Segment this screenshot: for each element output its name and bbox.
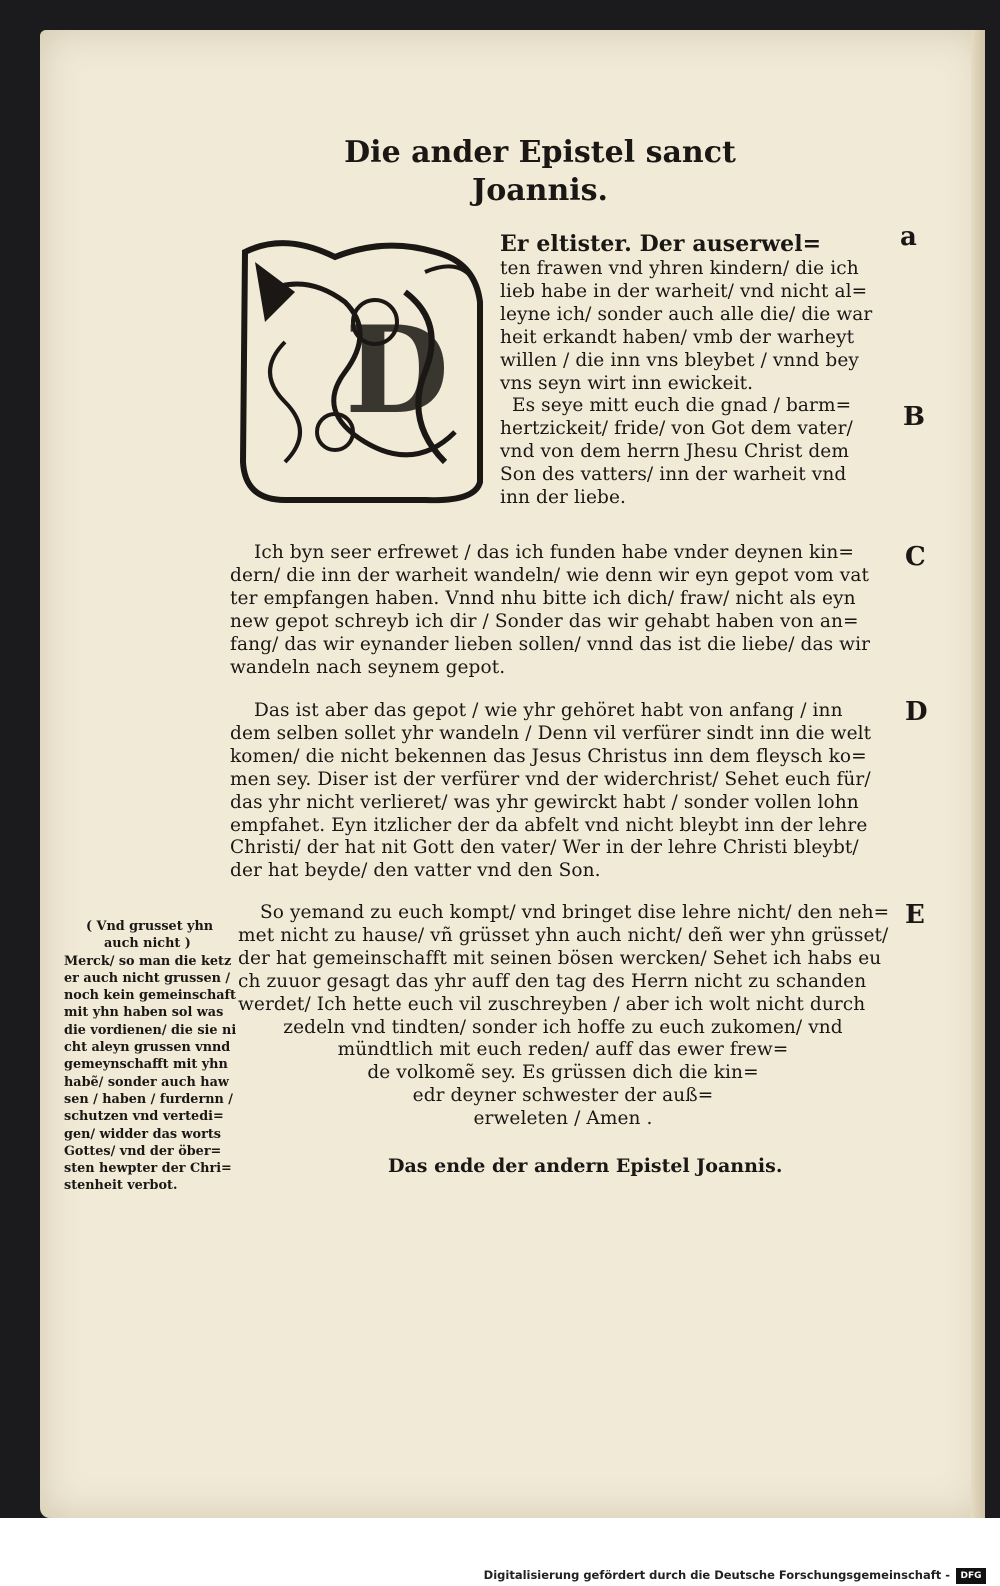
note-line: gen/ widder das worts [64, 1126, 221, 1142]
text-line: hertzickeit/ fride/ von Got dem vater/ [500, 418, 853, 440]
dfg-logo-icon: DFG [956, 1568, 986, 1584]
paragraph-e [238, 902, 888, 1131]
title-line-1: Die ander Epistel sanct [344, 135, 736, 170]
text-line: inn der liebe. [500, 487, 626, 509]
text-line: komen/ die nicht bekennen das Jesus Christus inn dem fleysch ko= [230, 745, 867, 767]
page-edge [971, 30, 985, 1518]
text-line: Das ist aber das gepot / wie yhr gehöret habt von anfang / inn [254, 700, 843, 721]
text-line: zedeln vnd tindten/ sonder ich hoffe zu euch zukomen/ vnd [283, 1016, 843, 1038]
text-line: Son des vatters/ inn der warheit vnd [500, 464, 847, 486]
note-line: cht aleyn grussen vnnd [64, 1040, 231, 1056]
text-line: vnd von dem herrn Jhesu Christ dem [500, 441, 849, 463]
note-line: noch kein gemeinschaft [64, 988, 236, 1004]
page-title [330, 134, 750, 210]
note-line: er auch nicht grussen / [64, 970, 231, 986]
text-line: willen / die inn vns bleybet / vnnd bey [500, 349, 859, 371]
svg-text:D: D [345, 300, 450, 441]
paragraph-d [230, 700, 871, 883]
text-line: dern/ die inn der warheit wandeln/ wie denn wir eyn gepot vom vat [230, 564, 869, 586]
text-line: edr deyner schwester der auß= [412, 1085, 714, 1107]
note-line: mit yhn haben sol was [64, 1005, 224, 1021]
digitization-credit: Digitalisierung gefördert durch die Deutsche Forschungsgemeinschaft - [483, 1568, 950, 1582]
text-line: der hat gemeinschafft mit seinen bösen wercken/ Sehet ich habs eu [238, 947, 882, 969]
text-line: empfahet. Eyn itzlicher der da abfelt vnd nicht bleybt inn der lehre [230, 814, 868, 836]
text-line: vns seyn wirt inn ewickeit. [500, 372, 754, 394]
note-line: sten hewpter der Chri= [64, 1161, 232, 1177]
note-line: habẽ/ sonder auch haw [64, 1074, 229, 1090]
text-line: de volkomẽ sey. Es grüssen dich die kin= [367, 1062, 759, 1084]
text-line: Es seye mitt euch die gnad / barm= [512, 395, 852, 417]
decorated-initial [225, 232, 495, 512]
margin-letter-b: B [903, 402, 925, 432]
text-line: ch zuuor gesagt das yhr auff den tag des Herrn nicht zu schanden [238, 970, 867, 992]
text-line: lieb habe in der warheit/ vnd nicht al= [500, 280, 868, 302]
text-line: Er eltister. Der auserwel= [500, 231, 822, 257]
text-line: heit erkandt haben/ vmb der warheyt [500, 326, 855, 348]
text-line: fang/ das wir eynander lieben sollen/ vnnd das ist die liebe/ das wir [230, 633, 871, 655]
note-line: die vordienen/ die sie ni [64, 1022, 237, 1038]
text-line: wandeln nach seynem gepot. [230, 656, 506, 678]
title-line-2: Joannis. [472, 173, 608, 208]
margin-letter-d: D [905, 697, 928, 727]
footer-bar [0, 1518, 1000, 1586]
paragraph-c [230, 542, 870, 679]
text-line: ten frawen vnd yhren kindern/ die ich [500, 258, 859, 279]
side-note [64, 918, 236, 1195]
initial-ornament-icon [225, 232, 495, 512]
text-line: met nicht zu hause/ vñ grüsset yhn auch nicht/ deñ wer yhn grüsset/ [238, 924, 889, 946]
text-line: dem selben sollet yhr wandeln / Denn vil verfürer sindt inn die welt [230, 722, 872, 744]
margin-letter-a: a [900, 222, 917, 252]
note-line: schutzen vnd vertedi= [64, 1109, 224, 1125]
text-line: ter empfangen haben. Vnnd nhu bitte ich dich/ fraw/ nicht als eyn [230, 587, 856, 609]
text-line: werdet/ Ich hette euch vil zuschreyben / aber ich wolt nicht durch [238, 993, 866, 1015]
text-line: erweleten / Amen . [473, 1108, 653, 1130]
text-line: So yemand zu euch kompt/ vnd bringet dise lehre nicht/ den neh= [260, 902, 890, 923]
margin-letter-c: C [905, 542, 926, 572]
text-line: der hat beyde/ den vatter vnd den Son. [230, 860, 601, 882]
text-line: mündtlich mit euch reden/ auff das ewer frew= [337, 1039, 789, 1061]
note-line: Gottes/ vnd der öber= [64, 1143, 222, 1159]
opening-paragraph [500, 230, 872, 510]
note-line: ( Vnd grusset yhn [86, 919, 214, 934]
note-line: auch nicht ) [104, 936, 191, 952]
closing-line: Das ende der andern Epistel Joannis. [388, 1155, 783, 1177]
note-line: Merck/ so man die ketz [64, 953, 232, 969]
text-line: Christi/ der hat nit Gott den vater/ Wer in der lehre Christi bleybt/ [230, 837, 859, 859]
note-line: gemeynschafft mit yhn [64, 1057, 228, 1073]
text-line: men sey. Diser ist der verfürer vnd der widerchrist/ Sehet euch für/ [230, 768, 871, 790]
text-line: leyne ich/ sonder auch alle die/ die war [500, 303, 873, 325]
text-line: Ich byn seer erfrewet / das ich funden habe vnder deynen kin= [254, 542, 854, 563]
note-line: sen / haben / furdernn / [64, 1091, 233, 1107]
note-line: stenheit verbot. [64, 1178, 178, 1194]
text-line: das yhr nicht verlieret/ was yhr gewirckt habt / sonder vollen lohn [230, 791, 859, 813]
text-line: new gepot schreyb ich dir / Sonder das wir gehabt haben von an= [230, 610, 859, 632]
margin-letter-e: E [905, 900, 925, 930]
